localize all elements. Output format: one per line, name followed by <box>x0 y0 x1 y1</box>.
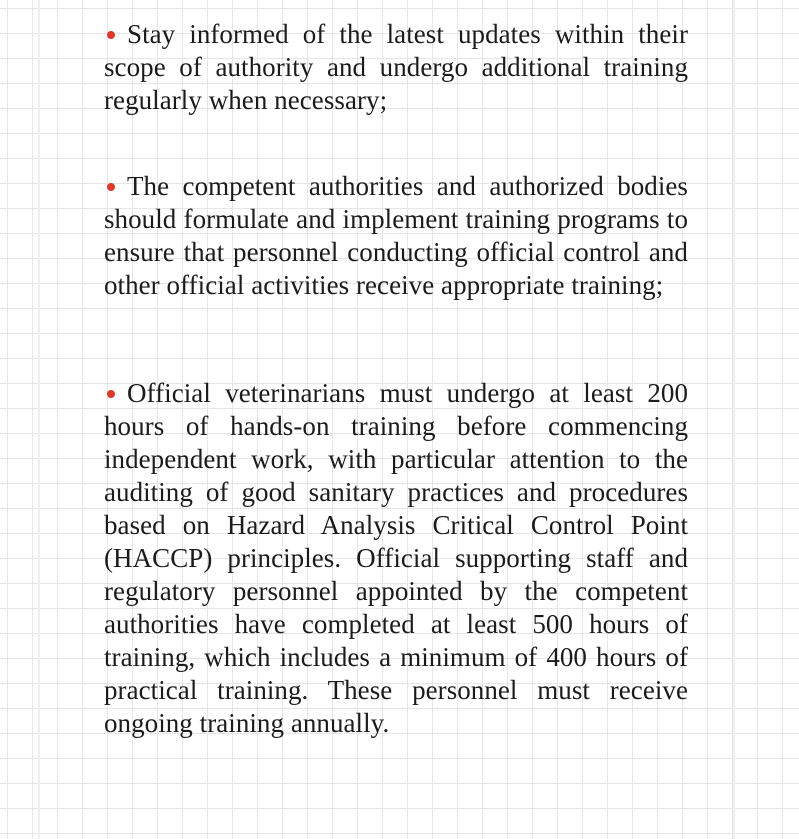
paragraph-text: Stay informed of the latest updates within their scope of authority and undergo additional training regularly when necessary; <box>104 19 688 115</box>
bullet-dot-icon <box>107 390 115 398</box>
bullet-paragraph-3 <box>104 377 688 740</box>
bullet-dot-icon <box>107 183 115 191</box>
paragraph-text: Official veterinarians must undergo at least 200 hours of hands-on training before commencing independent work, with particular attention to the auditing of good sanitary practices and procedures based on Hazard Analysis Critical Control Point (HACCP) principles. Official supporting staff and regulatory personnel appointed by the competent authorities have completed at least 500 hours of training, which includes a minimum of 400 hours of practical training. These personnel must receive ongoing training annually. <box>104 378 688 738</box>
bullet-dot-icon <box>107 31 115 39</box>
bullet-paragraph-2 <box>104 170 688 302</box>
margin-line-left <box>38 0 40 839</box>
margin-line-right <box>733 0 735 839</box>
bullet-paragraph-1 <box>104 18 688 117</box>
paragraph-text: The competent authorities and authorized bodies should formulate and implement training programs to ensure that personnel conducting official control and other official activities receive appropriate training; <box>104 171 688 300</box>
